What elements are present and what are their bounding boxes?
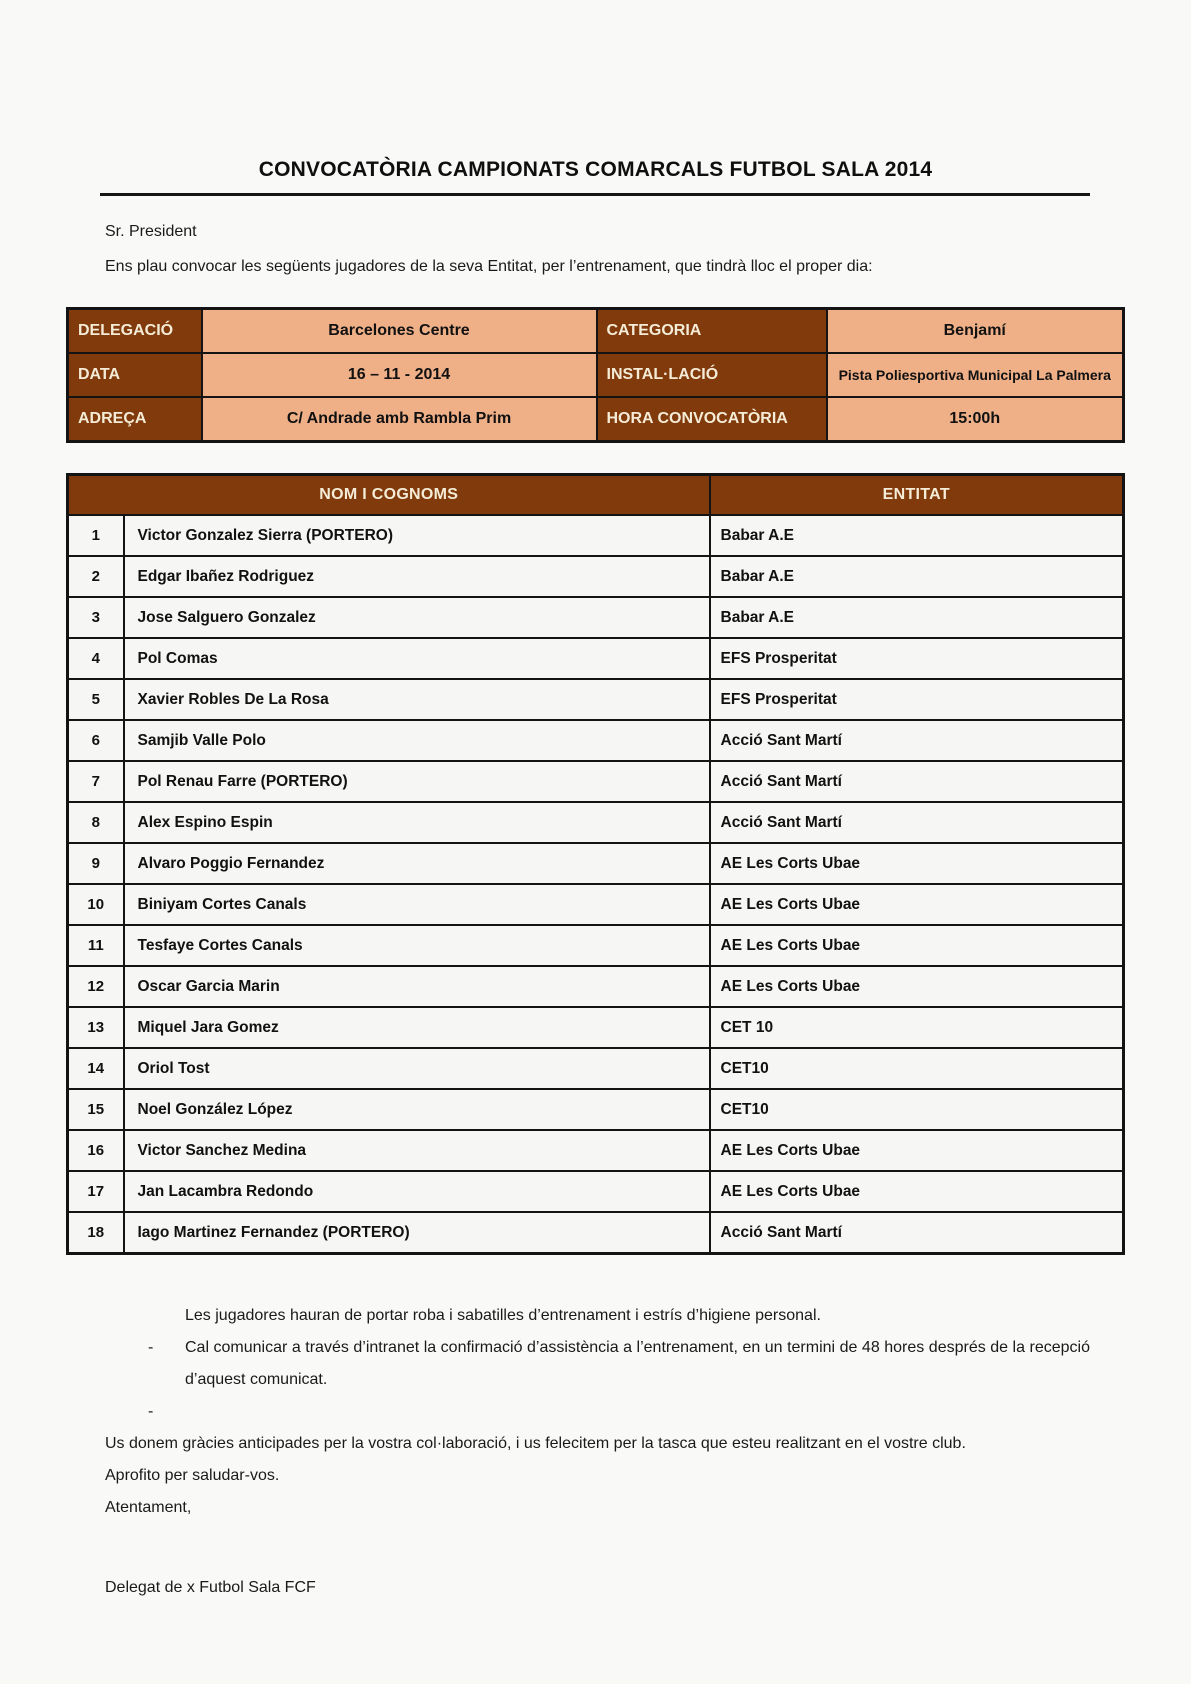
table-row — [68, 679, 1124, 720]
player-name: Victor Sanchez Medina — [124, 1130, 710, 1171]
player-number: 17 — [68, 1171, 124, 1212]
player-entity: Babar A.E — [710, 515, 1124, 556]
player-name: Edgar Ibañez Rodriguez — [124, 556, 710, 597]
player-name: Xavier Robles De La Rosa — [124, 679, 710, 720]
player-number: 11 — [68, 925, 124, 966]
info-row-data — [68, 353, 1124, 397]
salutation: Sr. President — [105, 223, 197, 240]
info-value-delegacio: Barcelones Centre — [202, 309, 597, 354]
page-title: CONVOCATÒRIA CAMPIONATS COMARCALS FUTBOL SALA 2014 — [258, 158, 933, 181]
player-name: Samjib Valle Polo — [124, 720, 710, 761]
info-value-installacio: Pista Poliesportiva Municipal La Palmera — [827, 353, 1124, 397]
player-number: 18 — [68, 1212, 124, 1254]
title-divider — [100, 193, 1090, 196]
players-header-entity: ENTITAT — [710, 475, 1124, 516]
player-entity: CET10 — [710, 1089, 1124, 1130]
player-number: 15 — [68, 1089, 124, 1130]
player-number: 6 — [68, 720, 124, 761]
player-name: Pol Comas — [124, 638, 710, 679]
player-entity: EFS Prosperitat — [710, 679, 1124, 720]
table-row — [68, 720, 1124, 761]
table-row — [68, 802, 1124, 843]
player-number: 1 — [68, 515, 124, 556]
player-name: Oriol Tost — [124, 1048, 710, 1089]
intro-text: Ens plau convocar les següents jugadores de la seva Entitat, per l’entrenament, que tindrà lloc el proper dia: — [105, 258, 873, 275]
player-number: 10 — [68, 884, 124, 925]
player-entity: AE Les Corts Ubae — [710, 966, 1124, 1007]
player-entity: Babar A.E — [710, 597, 1124, 638]
notes-section — [0, 1300, 1191, 1604]
player-number: 8 — [68, 802, 124, 843]
player-number: 12 — [68, 966, 124, 1007]
player-number: 3 — [68, 597, 124, 638]
table-row — [68, 1048, 1124, 1089]
player-name: Pol Renau Farre (PORTERO) — [124, 761, 710, 802]
info-value-data: 16 – 11 - 2014 — [202, 353, 597, 397]
player-entity: EFS Prosperitat — [710, 638, 1124, 679]
info-label-hora: HORA CONVOCATÒRIA — [597, 397, 827, 442]
player-entity: AE Les Corts Ubae — [710, 925, 1124, 966]
table-row — [68, 556, 1124, 597]
info-value-hora: 15:00h — [827, 397, 1124, 442]
player-entity: AE Les Corts Ubae — [710, 884, 1124, 925]
table-row — [68, 966, 1124, 1007]
table-row — [68, 1171, 1124, 1212]
player-entity: Acció Sant Martí — [710, 1212, 1124, 1254]
closing-thanks: Us donem gràcies anticipades per la vostra col·laboració, i us felecitem per la tasca que esteu realitzant en el vostre club. — [105, 1435, 966, 1452]
info-label-installacio: INSTAL·LACIÓ — [597, 353, 827, 397]
player-name: Noel González López — [124, 1089, 710, 1130]
player-entity: CET 10 — [710, 1007, 1124, 1048]
table-row — [68, 597, 1124, 638]
convocation-info-table — [66, 307, 1125, 443]
player-entity: AE Les Corts Ubae — [710, 843, 1124, 884]
table-row — [68, 761, 1124, 802]
player-name: Oscar Garcia Marin — [124, 966, 710, 1007]
table-row — [68, 1089, 1124, 1130]
player-name: Biniyam Cortes Canals — [124, 884, 710, 925]
signature: Delegat de x Futbol Sala FCF — [105, 1579, 316, 1596]
player-number: 14 — [68, 1048, 124, 1089]
note-confirmation: Cal comunicar a través d’intranet la confirmació d’assistència a l’entrenament, en un termini de 48 hores després de la recepció d’aquest comunicat. — [185, 1339, 1090, 1388]
player-number: 9 — [68, 843, 124, 884]
player-entity: Babar A.E — [710, 556, 1124, 597]
player-number: 5 — [68, 679, 124, 720]
player-entity: Acció Sant Martí — [710, 720, 1124, 761]
player-entity: CET10 — [710, 1048, 1124, 1089]
player-entity: Acció Sant Martí — [710, 802, 1124, 843]
player-name: Alvaro Poggio Fernandez — [124, 843, 710, 884]
player-name: Jan Lacambra Redondo — [124, 1171, 710, 1212]
closing-sincerely: Atentament, — [105, 1499, 192, 1516]
table-row — [68, 925, 1124, 966]
info-row-delegacio — [68, 309, 1124, 354]
player-name: Tesfaye Cortes Canals — [124, 925, 710, 966]
info-label-delegacio: DELEGACIÓ — [68, 309, 202, 354]
table-row — [68, 884, 1124, 925]
table-row — [68, 843, 1124, 884]
player-name: Iago Martinez Fernandez (PORTERO) — [124, 1212, 710, 1254]
empty-list-dash: - — [148, 1403, 154, 1420]
table-row — [68, 1212, 1124, 1254]
player-name: Alex Espino Espin — [124, 802, 710, 843]
info-label-adreca: ADREÇA — [68, 397, 202, 442]
info-row-adreca — [68, 397, 1124, 442]
info-label-categoria: CATEGORIA — [597, 309, 827, 354]
info-label-data: DATA — [68, 353, 202, 397]
info-value-categoria: Benjamí — [827, 309, 1124, 354]
player-number: 4 — [68, 638, 124, 679]
closing-salute: Aprofito per saludar-vos. — [105, 1467, 280, 1484]
table-row — [68, 638, 1124, 679]
list-dash: - — [148, 1339, 154, 1356]
players-table — [66, 473, 1125, 1255]
player-entity: AE Les Corts Ubae — [710, 1130, 1124, 1171]
players-header-name: NOM I COGNOMS — [68, 475, 710, 516]
table-row — [68, 1130, 1124, 1171]
player-number: 13 — [68, 1007, 124, 1048]
players-header-row — [68, 475, 1124, 516]
player-name: Miquel Jara Gomez — [124, 1007, 710, 1048]
note-confirmation-item — [148, 1332, 1090, 1396]
info-value-adreca: C/ Andrade amb Rambla Prim — [202, 397, 597, 442]
player-entity: AE Les Corts Ubae — [710, 1171, 1124, 1212]
player-number: 7 — [68, 761, 124, 802]
player-name: Jose Salguero Gonzalez — [124, 597, 710, 638]
note-equipment: Les jugadores hauran de portar roba i sabatilles d’entrenament i estrís d’higiene personal. — [185, 1307, 821, 1324]
player-number: 2 — [68, 556, 124, 597]
player-name: Victor Gonzalez Sierra (PORTERO) — [124, 515, 710, 556]
table-row — [68, 515, 1124, 556]
table-row — [68, 1007, 1124, 1048]
player-number: 16 — [68, 1130, 124, 1171]
player-entity: Acció Sant Martí — [710, 761, 1124, 802]
